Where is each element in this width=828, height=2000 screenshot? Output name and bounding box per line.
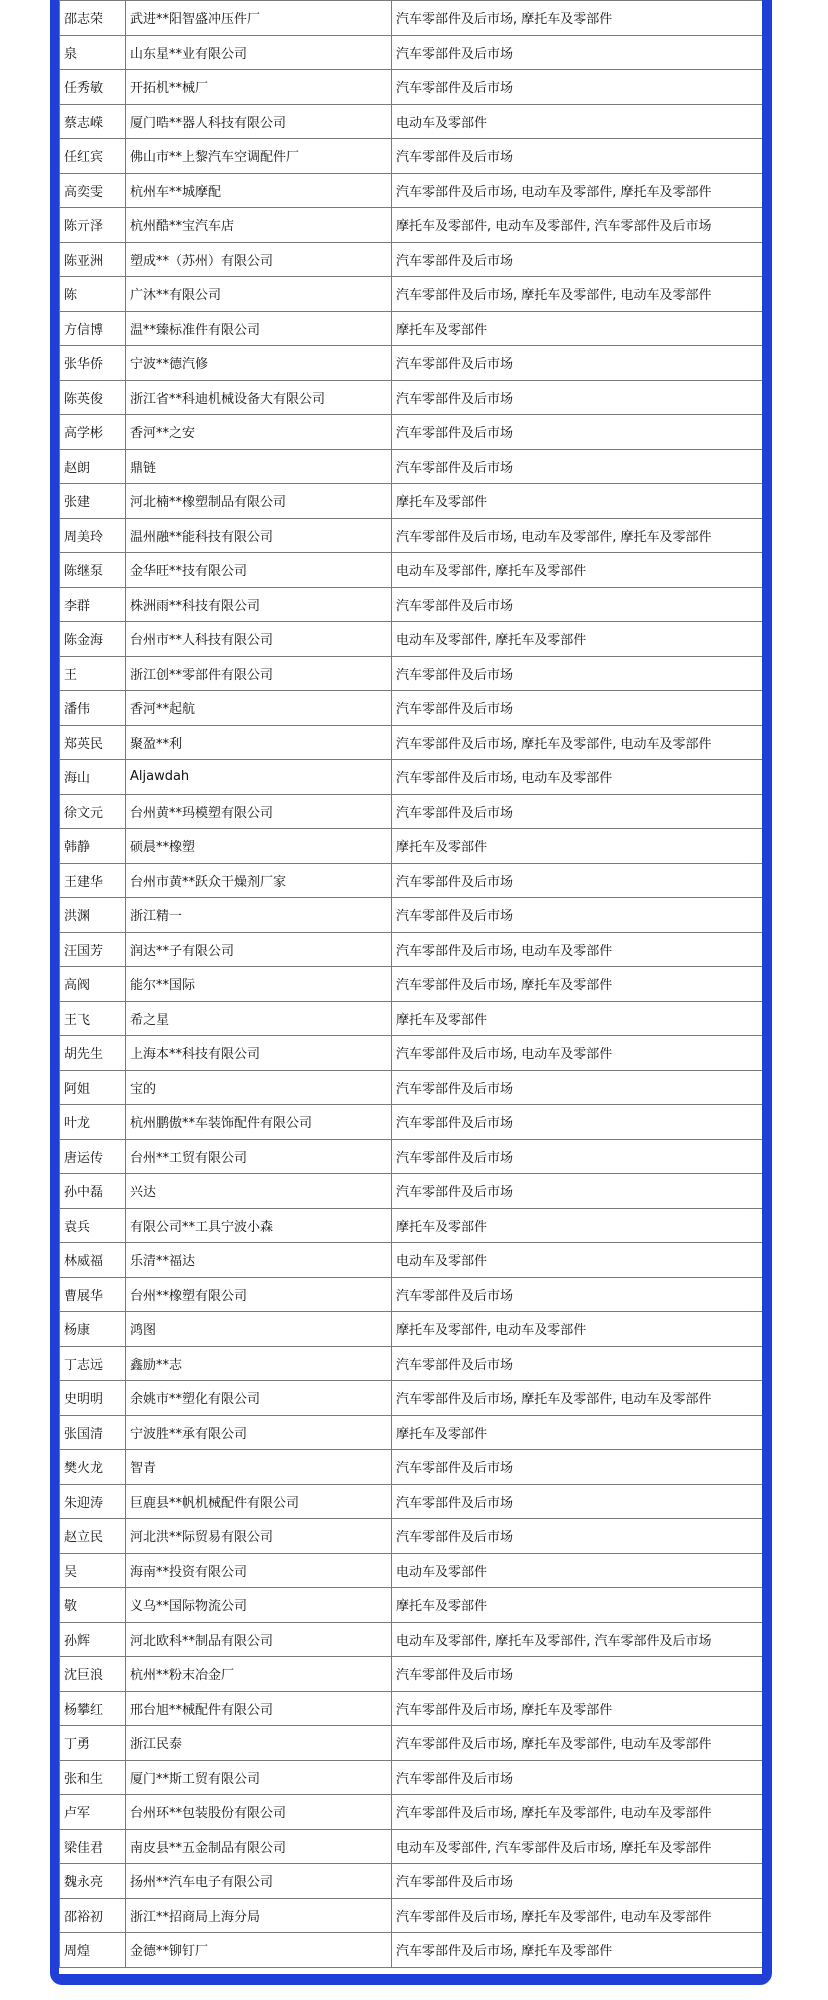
company-name-cell: 杭州车**城摩配: [126, 173, 392, 208]
category-cell: 摩托车及零部件: [392, 1588, 763, 1623]
company-name-cell: 河北欧科**制品有限公司: [126, 1622, 392, 1657]
table-row: [60, 1277, 763, 1312]
category-cell: 汽车零部件及后市场, 摩托车及零部件: [392, 1933, 763, 1968]
category-cell: 汽车零部件及后市场, 电动车及零部件, 摩托车及零部件: [392, 173, 763, 208]
category-cell: 汽车零部件及后市场: [392, 1450, 763, 1485]
category-cell: 汽车零部件及后市场: [392, 70, 763, 105]
exhibitor-table-container: [59, 0, 762, 1974]
contact-name-cell: 高阀: [60, 967, 126, 1002]
table-row: [60, 1588, 763, 1623]
table-row: [60, 277, 763, 312]
company-name-cell: 宁波胜**承有限公司: [126, 1415, 392, 1450]
table-row: [60, 208, 763, 243]
category-cell: 汽车零部件及后市场: [392, 1760, 763, 1795]
company-name-cell: 开拓机**械厂: [126, 70, 392, 105]
category-cell: 电动车及零部件, 摩托车及零部件: [392, 553, 763, 588]
category-cell: 摩托车及零部件, 电动车及零部件, 汽车零部件及后市场: [392, 208, 763, 243]
contact-name-cell: 袁兵: [60, 1208, 126, 1243]
company-name-cell: 台州**橡塑有限公司: [126, 1277, 392, 1312]
company-name-cell: 佛山市**上黎汽车空调配件厂: [126, 139, 392, 174]
category-cell: 汽车零部件及后市场, 电动车及零部件: [392, 760, 763, 795]
company-name-cell: 台州市**人科技有限公司: [126, 622, 392, 657]
company-name-cell: 邢台旭**械配件有限公司: [126, 1691, 392, 1726]
table-row: [60, 104, 763, 139]
category-cell: 摩托车及零部件: [392, 1208, 763, 1243]
contact-name-cell: 赵朗: [60, 449, 126, 484]
contact-name-cell: 张华侨: [60, 346, 126, 381]
category-cell: 汽车零部件及后市场, 摩托车及零部件: [392, 1691, 763, 1726]
table-row: [60, 1898, 763, 1933]
company-name-cell: 杭州酷**宝汽车店: [126, 208, 392, 243]
category-cell: 汽车零部件及后市场: [392, 1864, 763, 1899]
table-row: [60, 1001, 763, 1036]
contact-name-cell: 邵志荣: [60, 1, 126, 36]
contact-name-cell: 汪国芳: [60, 932, 126, 967]
company-name-cell: 河北洪**际贸易有限公司: [126, 1519, 392, 1554]
company-name-cell: 希之星: [126, 1001, 392, 1036]
category-cell: 汽车零部件及后市场: [392, 794, 763, 829]
table-row: [60, 553, 763, 588]
company-name-cell: 上海本**科技有限公司: [126, 1036, 392, 1071]
table-row: [60, 1726, 763, 1761]
company-name-cell: 润达**子有限公司: [126, 932, 392, 967]
contact-name-cell: 高学彬: [60, 415, 126, 450]
company-name-cell: 温**臻标准件有限公司: [126, 311, 392, 346]
category-cell: 电动车及零部件, 摩托车及零部件: [392, 622, 763, 657]
table-row: [60, 1139, 763, 1174]
category-cell: 汽车零部件及后市场: [392, 691, 763, 726]
company-name-cell: 台州黄**玛模塑有限公司: [126, 794, 392, 829]
contact-name-cell: 李群: [60, 587, 126, 622]
table-row: [60, 1381, 763, 1416]
category-cell: 汽车零部件及后市场: [392, 1174, 763, 1209]
contact-name-cell: 王: [60, 656, 126, 691]
table-row: [60, 1312, 763, 1347]
company-name-cell: Aljawdah: [126, 760, 392, 795]
table-row: [60, 449, 763, 484]
table-row: [60, 1795, 763, 1830]
company-name-cell: 杭州**粉末冶金厂: [126, 1657, 392, 1692]
contact-name-cell: 赵立民: [60, 1519, 126, 1554]
category-cell: 汽车零部件及后市场: [392, 1277, 763, 1312]
category-cell: 汽车零部件及后市场: [392, 380, 763, 415]
contact-name-cell: 陈亓泽: [60, 208, 126, 243]
contact-name-cell: 孙中磊: [60, 1174, 126, 1209]
company-name-cell: 台州**工贸有限公司: [126, 1139, 392, 1174]
company-name-cell: 海南**投资有限公司: [126, 1553, 392, 1588]
contact-name-cell: 阿姐: [60, 1070, 126, 1105]
table-row: [60, 1174, 763, 1209]
contact-name-cell: 陈: [60, 277, 126, 312]
contact-name-cell: 徐文元: [60, 794, 126, 829]
company-name-cell: 浙江创**零部件有限公司: [126, 656, 392, 691]
table-row: [60, 1208, 763, 1243]
company-name-cell: 台州市黄**跃众干燥剂厂家: [126, 863, 392, 898]
contact-name-cell: 邵裕初: [60, 1898, 126, 1933]
table-row: [60, 863, 763, 898]
category-cell: 汽车零部件及后市场, 摩托车及零部件, 电动车及零部件: [392, 1898, 763, 1933]
category-cell: 汽车零部件及后市场: [392, 898, 763, 933]
contact-name-cell: 王飞: [60, 1001, 126, 1036]
table-row: [60, 380, 763, 415]
contact-name-cell: 杨康: [60, 1312, 126, 1347]
contact-name-cell: 魏永亮: [60, 1864, 126, 1899]
category-cell: 汽车零部件及后市场, 电动车及零部件: [392, 932, 763, 967]
contact-name-cell: 海山: [60, 760, 126, 795]
category-cell: 汽车零部件及后市场: [392, 242, 763, 277]
table-row: [60, 1, 763, 36]
contact-name-cell: 史明明: [60, 1381, 126, 1416]
table-row: [60, 725, 763, 760]
company-name-cell: 余姚市**塑化有限公司: [126, 1381, 392, 1416]
contact-name-cell: 张和生: [60, 1760, 126, 1795]
company-name-cell: 山东星**业有限公司: [126, 35, 392, 70]
company-name-cell: 河北楠**橡塑制品有限公司: [126, 484, 392, 519]
table-row: [60, 587, 763, 622]
category-cell: 摩托车及零部件: [392, 1001, 763, 1036]
contact-name-cell: 陈金海: [60, 622, 126, 657]
contact-name-cell: 方信博: [60, 311, 126, 346]
table-row: [60, 794, 763, 829]
exhibitor-table-body: [60, 1, 763, 1968]
table-row: [60, 1243, 763, 1278]
company-name-cell: 塑成**（苏州）有限公司: [126, 242, 392, 277]
table-row: [60, 932, 763, 967]
contact-name-cell: 任秀敏: [60, 70, 126, 105]
company-name-cell: 宁波**德汽修: [126, 346, 392, 381]
company-name-cell: 硕晨**橡塑: [126, 829, 392, 864]
company-name-cell: 义乌**国际物流公司: [126, 1588, 392, 1623]
table-row: [60, 760, 763, 795]
category-cell: 摩托车及零部件: [392, 1415, 763, 1450]
category-cell: 汽车零部件及后市场: [392, 449, 763, 484]
contact-name-cell: 卢军: [60, 1795, 126, 1830]
contact-name-cell: 周美玲: [60, 518, 126, 553]
table-row: [60, 691, 763, 726]
company-name-cell: 厦门晧**器人科技有限公司: [126, 104, 392, 139]
company-name-cell: 温州融**能科技有限公司: [126, 518, 392, 553]
contact-name-cell: 梁佳君: [60, 1829, 126, 1864]
table-row: [60, 70, 763, 105]
category-cell: 汽车零部件及后市场: [392, 1657, 763, 1692]
company-name-cell: 扬州**汽车电子有限公司: [126, 1864, 392, 1899]
table-row: [60, 1519, 763, 1554]
company-name-cell: 香河**起航: [126, 691, 392, 726]
contact-name-cell: 丁志远: [60, 1346, 126, 1381]
contact-name-cell: 蔡志嵘: [60, 104, 126, 139]
table-row: [60, 242, 763, 277]
contact-name-cell: 唐运传: [60, 1139, 126, 1174]
company-name-cell: 香河**之安: [126, 415, 392, 450]
category-cell: 汽车零部件及后市场, 摩托车及零部件: [392, 967, 763, 1002]
contact-name-cell: 泉: [60, 35, 126, 70]
category-cell: 汽车零部件及后市场, 电动车及零部件, 摩托车及零部件: [392, 518, 763, 553]
category-cell: 汽车零部件及后市场, 摩托车及零部件, 电动车及零部件: [392, 1795, 763, 1830]
company-name-cell: 巨鹿县**帆机械配件有限公司: [126, 1484, 392, 1519]
category-cell: 摩托车及零部件: [392, 311, 763, 346]
company-name-cell: 兴达: [126, 1174, 392, 1209]
company-name-cell: 金华旺**技有限公司: [126, 553, 392, 588]
category-cell: 电动车及零部件, 摩托车及零部件, 汽车零部件及后市场: [392, 1622, 763, 1657]
company-name-cell: 浙江民泰: [126, 1726, 392, 1761]
category-cell: 电动车及零部件: [392, 104, 763, 139]
contact-name-cell: 孙辉: [60, 1622, 126, 1657]
table-row: [60, 518, 763, 553]
table-row: [60, 656, 763, 691]
category-cell: 汽车零部件及后市场: [392, 35, 763, 70]
contact-name-cell: 林威福: [60, 1243, 126, 1278]
table-row: [60, 1415, 763, 1450]
table-row: [60, 484, 763, 519]
table-row: [60, 1760, 763, 1795]
table-row: [60, 139, 763, 174]
company-name-cell: 能尔**国际: [126, 967, 392, 1002]
table-row: [60, 1070, 763, 1105]
category-cell: 汽车零部件及后市场, 摩托车及零部件, 电动车及零部件: [392, 725, 763, 760]
contact-name-cell: 韩静: [60, 829, 126, 864]
company-name-cell: 厦门**斯工贸有限公司: [126, 1760, 392, 1795]
company-name-cell: 杭州鹏傲**车装饰配件有限公司: [126, 1105, 392, 1140]
contact-name-cell: 叶龙: [60, 1105, 126, 1140]
table-row: [60, 1036, 763, 1071]
table-row: [60, 1484, 763, 1519]
contact-name-cell: 张国清: [60, 1415, 126, 1450]
table-row: [60, 1691, 763, 1726]
contact-name-cell: 潘伟: [60, 691, 126, 726]
table-row: [60, 622, 763, 657]
contact-name-cell: 陈英俊: [60, 380, 126, 415]
category-cell: 汽车零部件及后市场: [392, 346, 763, 381]
table-row: [60, 415, 763, 450]
table-row: [60, 1450, 763, 1485]
contact-name-cell: 张建: [60, 484, 126, 519]
table-row: [60, 1105, 763, 1140]
contact-name-cell: 陈继泵: [60, 553, 126, 588]
category-cell: 汽车零部件及后市场: [392, 1070, 763, 1105]
table-row: [60, 35, 763, 70]
company-name-cell: 浙江省**科迪机械设备大有限公司: [126, 380, 392, 415]
category-cell: 汽车零部件及后市场: [392, 1105, 763, 1140]
company-name-cell: 智青: [126, 1450, 392, 1485]
contact-name-cell: 洪渊: [60, 898, 126, 933]
company-name-cell: 鸿图: [126, 1312, 392, 1347]
company-name-cell: 鑫励**志: [126, 1346, 392, 1381]
table-row: [60, 1657, 763, 1692]
contact-name-cell: 王建华: [60, 863, 126, 898]
company-name-cell: 株洲雨**科技有限公司: [126, 587, 392, 622]
category-cell: 电动车及零部件: [392, 1243, 763, 1278]
category-cell: 汽车零部件及后市场, 摩托车及零部件, 电动车及零部件: [392, 1726, 763, 1761]
contact-name-cell: 杨攀红: [60, 1691, 126, 1726]
table-row: [60, 829, 763, 864]
company-name-cell: 浙江**招商局上海分局: [126, 1898, 392, 1933]
contact-name-cell: 敬: [60, 1588, 126, 1623]
company-name-cell: 乐清**福达: [126, 1243, 392, 1278]
table-row: [60, 173, 763, 208]
contact-name-cell: 丁勇: [60, 1726, 126, 1761]
table-row: [60, 1346, 763, 1381]
company-name-cell: 鼎链: [126, 449, 392, 484]
table-row: [60, 898, 763, 933]
contact-name-cell: 朱迎涛: [60, 1484, 126, 1519]
company-name-cell: 金德**铆钉厂: [126, 1933, 392, 1968]
category-cell: 汽车零部件及后市场: [392, 415, 763, 450]
contact-name-cell: 沈巨浪: [60, 1657, 126, 1692]
category-cell: 汽车零部件及后市场, 电动车及零部件: [392, 1036, 763, 1071]
category-cell: 摩托车及零部件: [392, 829, 763, 864]
category-cell: 电动车及零部件, 汽车零部件及后市场, 摩托车及零部件: [392, 1829, 763, 1864]
company-name-cell: 聚盈**利: [126, 725, 392, 760]
category-cell: 汽车零部件及后市场, 摩托车及零部件, 电动车及零部件: [392, 277, 763, 312]
table-row: [60, 311, 763, 346]
contact-name-cell: 任红宾: [60, 139, 126, 174]
contact-name-cell: 樊火龙: [60, 1450, 126, 1485]
table-row: [60, 346, 763, 381]
contact-name-cell: 高奕雯: [60, 173, 126, 208]
contact-name-cell: 周煌: [60, 1933, 126, 1968]
category-cell: 电动车及零部件: [392, 1553, 763, 1588]
category-cell: 汽车零部件及后市场: [392, 139, 763, 174]
category-cell: 汽车零部件及后市场: [392, 1484, 763, 1519]
contact-name-cell: 陈亚洲: [60, 242, 126, 277]
company-name-cell: 宝的: [126, 1070, 392, 1105]
category-cell: 汽车零部件及后市场: [392, 656, 763, 691]
category-cell: 摩托车及零部件: [392, 484, 763, 519]
category-cell: 汽车零部件及后市场: [392, 1346, 763, 1381]
category-cell: 汽车零部件及后市场, 摩托车及零部件: [392, 1, 763, 36]
company-name-cell: 广沐**有限公司: [126, 277, 392, 312]
company-name-cell: 南皮县**五金制品有限公司: [126, 1829, 392, 1864]
contact-name-cell: 曹展华: [60, 1277, 126, 1312]
table-row: [60, 1864, 763, 1899]
category-cell: 汽车零部件及后市场: [392, 587, 763, 622]
category-cell: 摩托车及零部件, 电动车及零部件: [392, 1312, 763, 1347]
company-name-cell: 台州环**包装股份有限公司: [126, 1795, 392, 1830]
contact-name-cell: 吴: [60, 1553, 126, 1588]
category-cell: 汽车零部件及后市场: [392, 1519, 763, 1554]
category-cell: 汽车零部件及后市场: [392, 863, 763, 898]
company-name-cell: 有限公司**工具宁波小森: [126, 1208, 392, 1243]
company-name-cell: 武进**阳智盛冲压件厂: [126, 1, 392, 36]
contact-name-cell: 郑英民: [60, 725, 126, 760]
company-name-cell: 浙江精一: [126, 898, 392, 933]
category-cell: 汽车零部件及后市场: [392, 1139, 763, 1174]
contact-name-cell: 胡先生: [60, 1036, 126, 1071]
table-row: [60, 1933, 763, 1968]
table-row: [60, 1622, 763, 1657]
exhibitor-table: [59, 0, 762, 1968]
category-cell: 汽车零部件及后市场, 摩托车及零部件, 电动车及零部件: [392, 1381, 763, 1416]
table-row: [60, 1553, 763, 1588]
table-row: [60, 1829, 763, 1864]
table-row: [60, 967, 763, 1002]
